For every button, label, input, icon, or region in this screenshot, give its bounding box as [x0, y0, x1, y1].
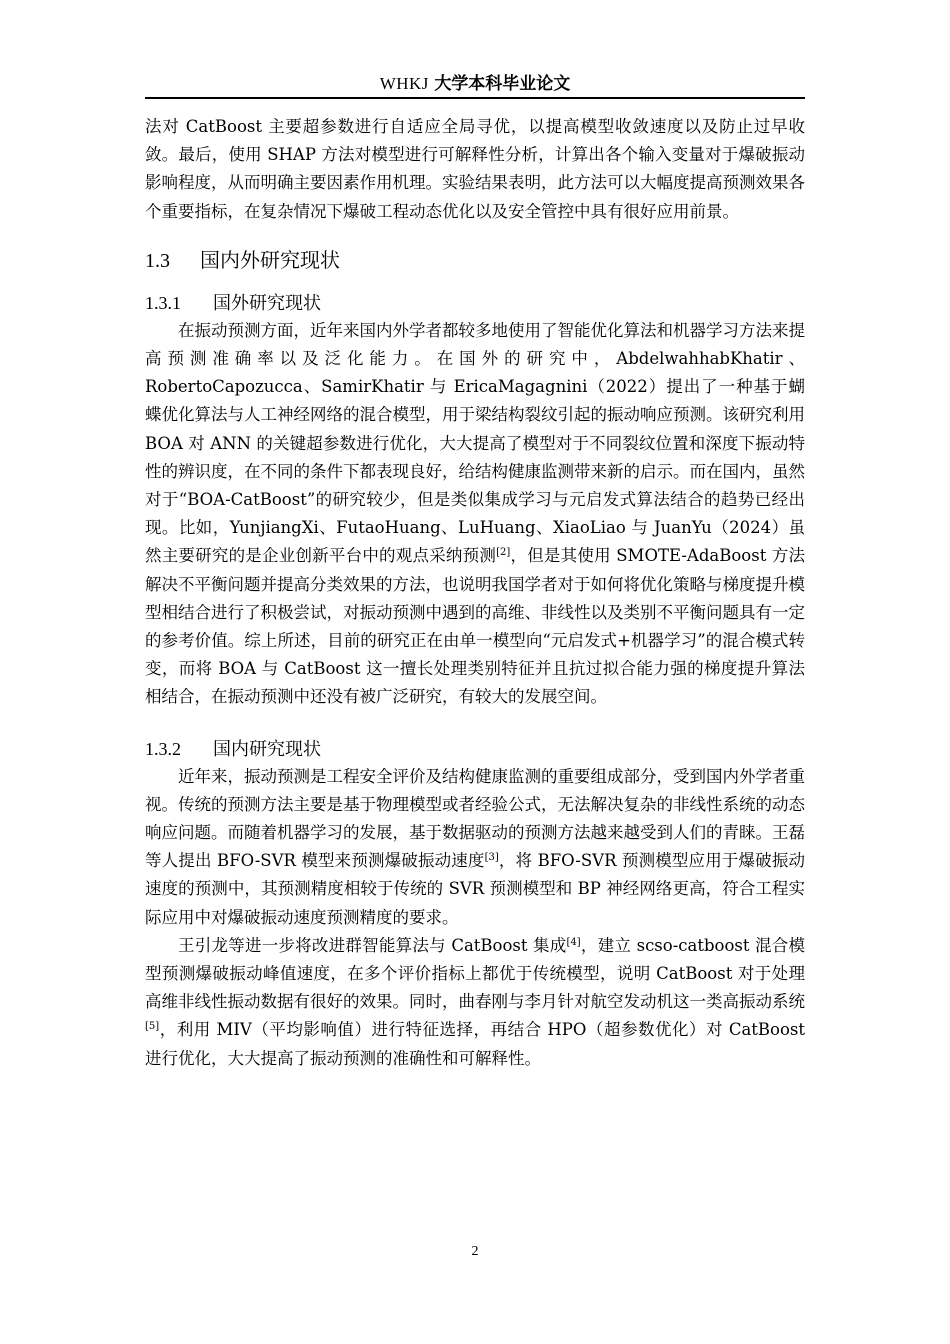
section-heading-1-3: [145, 245, 805, 276]
paragraph-text: ，利用 MIV（平均影响值）进行特征选择，再结合 HPO（超参数优化）对 CatBoost 进行优化，大大提高了振动预测的准确性和可解释性。: [145, 1020, 805, 1068]
subsection-heading-1-3-1: [145, 290, 805, 317]
paragraph-text: 近年来，振动预测是工程安全评价及结构健康监测的重要组成部分，受到国内外学者重视。传统的预测方法主要是基于物理模型或者经验公式，无法解决复杂的非线性系统的动态响应问题。而随着机器学习的发展，基于数据驱动的预测方法越来越受到人们的青睐。王磊等人提出 BFO-SVR 模型来预测爆破振动速度: [145, 766, 805, 871]
paragraph-text: ，但是其使用 SMOTE-AdaBoost 方法解决不平衡问题并提高分类效果的方法，也说明我国学者对于如何将优化策略与梯度提升模型相结合进行了积极尝试，对振动预测中遇到的高维、非线性以及类别不平衡问题具有一定的参考价值。综上所述，目前的研究正在由单一模型向“元启发式+机器学习”的混合模式转变，而将 BOA 与 CatBoost 这一擅长处理类别特征并且抗过拟合能力强的梯度提升算法相结合，在振动预测中还没有被广泛研究，有较大的发展空间。: [145, 546, 806, 707]
subsection-heading-1-3-2: [145, 736, 805, 763]
page-body: [145, 113, 805, 1073]
section-title: 国内外研究现状: [200, 247, 340, 272]
citation-ref: [2]: [496, 547, 511, 559]
paragraph-domestic-research-1: [145, 763, 805, 932]
paragraph-domestic-research-2: [145, 932, 805, 1073]
section-number: 1.3: [145, 249, 170, 272]
header-abbreviation: WHKJ: [379, 74, 429, 93]
running-header: [145, 70, 805, 98]
intro-paragraph: 法对 CatBoost 主要超参数进行自适应全局寻优，以提高模型收敛速度以及防止过早收敛。最后，使用 SHAP 方法对模型进行可解释性分析，计算出各个输入变量对于爆破振动影响程度，从而明确主要因素作用机理。实验结果表明，此方法可以大幅度提高预测效果各个重要指标，在复杂情况下爆破工程动态优化以及安全管控中具有很好应用前景。: [145, 117, 805, 221]
header-title: 大学本科毕业论文: [434, 74, 571, 94]
paragraph-text: 在振动预测方面，近年来国内外学者都较多地使用了智能优化算法和机器学习方法来提高预测准确率以及泛化能力。在国外的研究中，AbdelwahhabKhatir、RobertoCapozucca、SamirKhatir 与 EricaMagagnini（2022）提出了一种基于蝴蝶优化算法与人工神经网络的混合模型，用于梁结构裂纹引起的振动响应预测。该研究利用 BOA 对 ANN 的关键超参数进行优化，大大提高了模型对于不同裂纹位置和深度下振动特性的辨识度，在不同的条件下都表现良好，给结构健康监测带来新的启示。而在国内，虽然对于“BOA-CatBoost”的研究较少，但是类似集成学习与元启发式算法结合的趋势已经出现。比如，YunjiangXi、FutaoHuang、LuHuang、XiaoLiao 与 JuanYu（2024）虽然主要研究的是企业创新平台中的观点采纳预测: [145, 320, 805, 566]
paragraph-text: 王引龙等进一步将改进群智能算法与 CatBoost 集成: [178, 935, 567, 955]
subsection-number: 1.3.1: [145, 292, 181, 313]
paragraph-text: ，将 BFO-SVR 预测模型应用于爆破振动速度的预测中，其预测精度相较于传统的 SVR 预测模型和 BP 神经网络更高，符合工程实际应用中对爆破振动速度预测精度的要求。: [145, 851, 805, 927]
subsection-title: 国外研究现状: [213, 292, 321, 314]
header-rule: [145, 97, 805, 99]
subsection-title: 国内研究现状: [213, 738, 321, 760]
paragraph-text: ，建立 scso-catboost 混合模型预测爆破振动峰值速度，在多个评价指标上都优于传统模型，说明 CatBoost 对于处理高维非线性振动数据有很好的效果。同时，曲春刚与李月针对航空发动机这一类高振动系统: [145, 935, 805, 1012]
page-number: 2: [471, 1244, 479, 1259]
paragraph-foreign-research: [145, 317, 805, 712]
citation-ref: [4]: [566, 936, 581, 948]
subsection-number: 1.3.2: [145, 738, 181, 759]
citation-ref: [5]: [145, 1021, 160, 1033]
citation-ref: [3]: [484, 852, 499, 864]
